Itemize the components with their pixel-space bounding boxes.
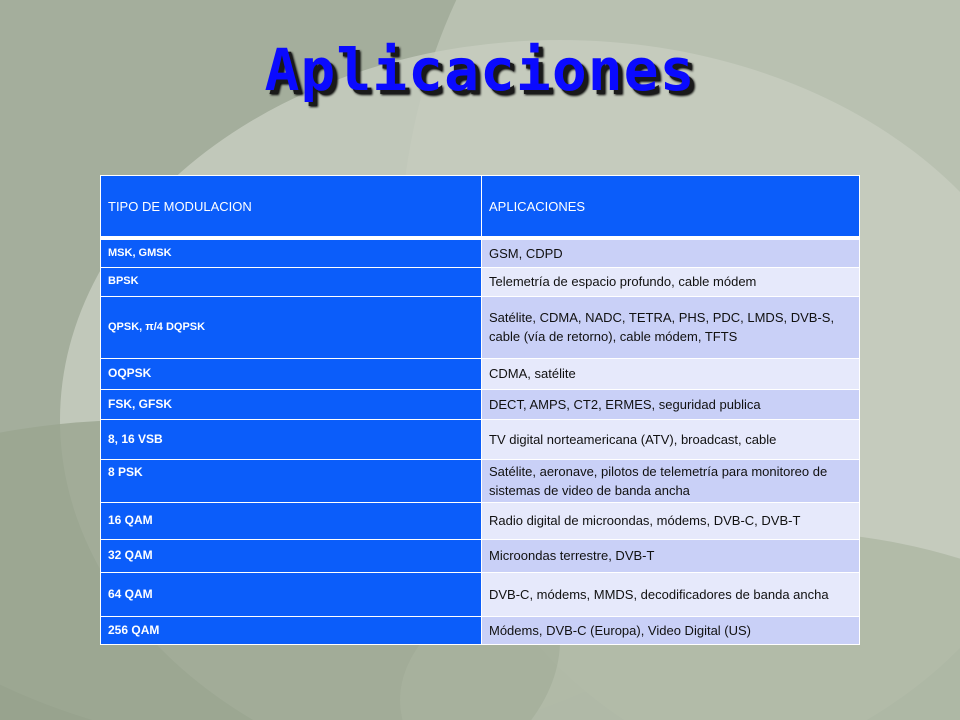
modulation-cell: 8 PSK [101, 459, 482, 502]
modulation-cell: QPSK, π/4 DQPSK [101, 296, 482, 358]
table-row [101, 267, 860, 296]
applications-cell: Satélite, CDMA, NADC, TETRA, PHS, PDC, LMDS, DVB-S, cable (vía de retorno), cable módem, TFTS [482, 296, 860, 358]
modulation-cell: BPSK [101, 267, 482, 296]
table-row [101, 389, 860, 419]
modulation-cell: OQPSK [101, 358, 482, 389]
applications-cell: CDMA, satélite [482, 358, 860, 389]
modulation-cell: FSK, GFSK [101, 389, 482, 419]
table-row [101, 572, 860, 616]
table-row [101, 616, 860, 644]
applications-cell: TV digital norteamericana (ATV), broadcast, cable [482, 419, 860, 459]
table-row [101, 238, 860, 267]
applications-cell: DVB-C, módems, MMDS, decodificadores de banda ancha [482, 572, 860, 616]
modulation-cell: 256 QAM [101, 616, 482, 644]
table-row [101, 502, 860, 539]
header-modulation: TIPO DE MODULACION [101, 176, 482, 239]
table-row [101, 459, 860, 502]
applications-cell: Radio digital de microondas, módems, DVB-C, DVB-T [482, 502, 860, 539]
table-row [101, 419, 860, 459]
table-row [101, 539, 860, 572]
table-header-row [101, 176, 860, 239]
header-applications: APLICACIONES [482, 176, 860, 239]
applications-cell: Módems, DVB-C (Europa), Video Digital (US) [482, 616, 860, 644]
applications-cell: Telemetría de espacio profundo, cable módem [482, 267, 860, 296]
applications-cell: GSM, CDPD [482, 238, 860, 267]
modulation-table [100, 175, 860, 645]
table-row [101, 358, 860, 389]
modulation-cell: 16 QAM [101, 502, 482, 539]
applications-cell: Satélite, aeronave, pilotos de telemetría para monitoreo de sistemas de video de banda ancha [482, 459, 860, 502]
modulation-cell: 64 QAM [101, 572, 482, 616]
modulation-cell: 32 QAM [101, 539, 482, 572]
modulation-cell: 8, 16 VSB [101, 419, 482, 459]
page-title: Aplicaciones [264, 36, 696, 104]
table-row [101, 296, 860, 358]
applications-cell: DECT, AMPS, CT2, ERMES, seguridad publica [482, 389, 860, 419]
modulation-cell: MSK, GMSK [101, 238, 482, 267]
applications-cell: Microondas terrestre, DVB-T [482, 539, 860, 572]
